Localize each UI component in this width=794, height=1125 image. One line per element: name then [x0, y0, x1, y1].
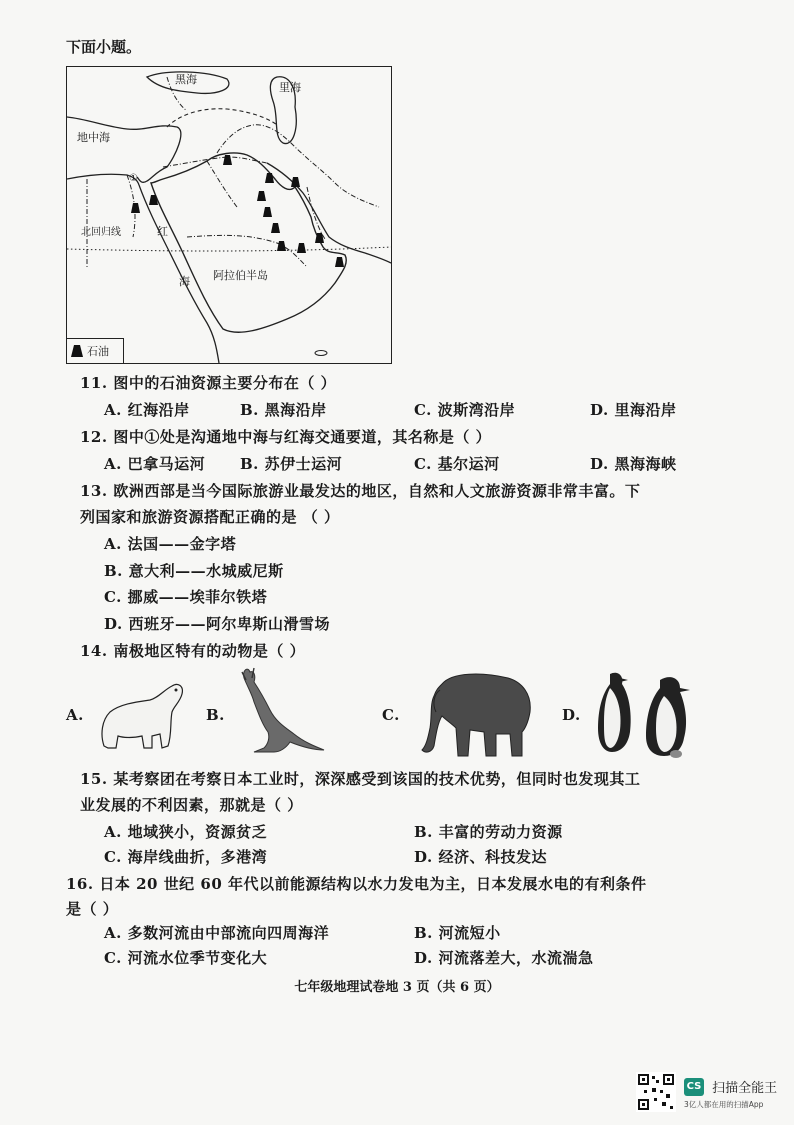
question-text: 某考察团在考察日本工业时，深深感受到该国的技术优势，但同时也发现其工	[113, 770, 641, 788]
kangaroo-image[interactable]	[234, 664, 326, 758]
question-14	[80, 640, 305, 661]
scanner-brand	[684, 1076, 777, 1110]
option-14d-key[interactable]: D.	[562, 706, 581, 724]
option-16a[interactable]: A. 多数河流由中部流向四周海洋	[104, 924, 330, 942]
option-15a[interactable]: A. 地域狭小，资源贫乏	[104, 823, 268, 841]
question-number: 12.	[80, 428, 108, 446]
label-tropic-of-cancer: 北回归线	[81, 227, 121, 238]
option-11c[interactable]: C. 波斯湾沿岸	[414, 401, 516, 419]
label-sea: 海	[179, 275, 190, 288]
map-legend	[67, 338, 124, 363]
middle-east-map	[66, 66, 392, 364]
penguin-image[interactable]	[590, 666, 702, 760]
option-15b[interactable]: B. 丰富的劳动力资源	[414, 823, 563, 841]
question-15-line2: 业发展的不利因素，那就是（ ）	[80, 796, 303, 814]
label-red: 红	[157, 225, 168, 238]
option-13b[interactable]: B. 意大利——水城威尼斯	[104, 562, 284, 580]
option-14c-key[interactable]: C.	[382, 706, 400, 724]
option-12c[interactable]: C. 基尔运河	[414, 455, 500, 473]
option-13d[interactable]: D. 西班牙——阿尔卑斯山滑雪场	[104, 615, 330, 633]
option-15d[interactable]: D. 经济、科技发达	[414, 848, 547, 866]
qr-code-icon	[636, 1072, 676, 1112]
option-11a[interactable]: A. 红海沿岸	[104, 401, 190, 419]
option-12d[interactable]: D. 黑海海峡	[590, 455, 677, 473]
option-12b[interactable]: B. 苏伊士运河	[240, 455, 343, 473]
oil-legend-icon	[71, 344, 85, 358]
cs-logo: CS	[684, 1078, 704, 1096]
question-text: 图中①处是沟通地中海与红海交通要道，其名称是（ ）	[113, 428, 492, 446]
question-number: 16.	[66, 875, 94, 893]
option-11b[interactable]: B. 黑海沿岸	[240, 401, 327, 419]
map-drawing	[67, 67, 391, 363]
option-14a-key[interactable]: A.	[66, 706, 84, 724]
question-number: 13.	[80, 482, 108, 500]
option-13c[interactable]: C. 挪威——埃菲尔铁塔	[104, 588, 268, 606]
question-text: 南极地区特有的动物是（ ）	[113, 642, 306, 660]
question-13	[80, 480, 640, 501]
option-15c[interactable]: C. 海岸线曲折，多港湾	[104, 848, 268, 866]
label-mediterranean: 地中海	[77, 131, 110, 144]
question-text: 图中的石油资源主要分布在（ ）	[113, 374, 337, 392]
intro-text: 下面小题。	[66, 38, 142, 56]
question-12	[80, 426, 491, 447]
polar-bear-image[interactable]	[96, 676, 188, 756]
option-14b-key[interactable]: B.	[206, 706, 225, 724]
brand-tagline: 3亿人都在用的扫描App	[684, 1100, 764, 1109]
label-black-sea: 黑海	[175, 73, 197, 86]
question-text: 欧洲西部是当今国际旅游业最发达的地区，自然和人文旅游资源非常丰富。下	[113, 482, 641, 500]
page-footer: 七年级地理试卷地 3 页（共 6 页）	[294, 980, 500, 995]
question-16-line2: 是（ ）	[66, 900, 119, 918]
elephant-image[interactable]	[412, 668, 536, 760]
option-11d[interactable]: D. 里海沿岸	[590, 401, 677, 419]
option-16d[interactable]: D. 河流落差大，水流湍急	[414, 949, 594, 967]
question-number: 14.	[80, 642, 108, 660]
question-number: 15.	[80, 770, 108, 788]
question-number: 11.	[80, 374, 108, 392]
legend-label-oil: 石油	[87, 345, 109, 358]
question-15	[80, 768, 640, 789]
question-16	[66, 873, 646, 894]
question-text: 日本 20 世纪 60 年代以前能源结构以水力发电为主，日本发展水电的有利条件	[99, 875, 647, 893]
brand-name: 扫描全能王	[712, 1081, 778, 1096]
option-16b[interactable]: B. 河流短小	[414, 924, 501, 942]
option-12a[interactable]: A. 巴拿马运河	[104, 455, 206, 473]
option-13a[interactable]: A. 法国——金字塔	[104, 535, 237, 553]
label-caspian-sea: 里海	[279, 81, 301, 94]
label-marker-1: ①	[129, 173, 138, 184]
label-arabian-peninsula: 阿拉伯半岛	[213, 269, 268, 282]
option-16c[interactable]: C. 河流水位季节变化大	[104, 949, 268, 967]
question-13-line2: 列国家和旅游资源搭配正确的是 （ ）	[80, 508, 340, 526]
question-11	[80, 372, 336, 393]
